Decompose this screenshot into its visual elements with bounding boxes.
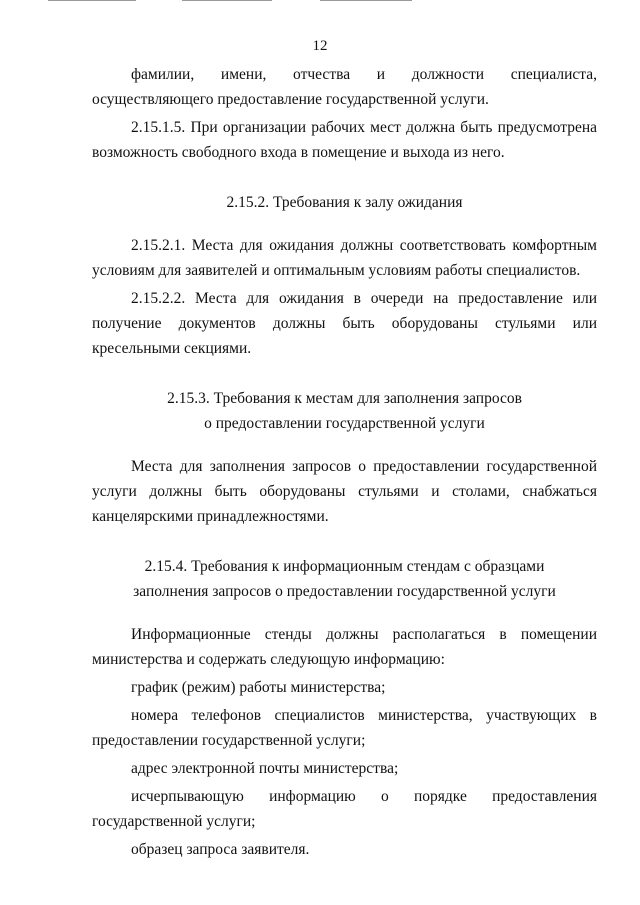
- paragraph-2-15-1-5: 2.15.1.5. При организации рабочих мест должна быть предусмотрена возможность свободного входа в помещение и выхода из него.: [92, 119, 597, 161]
- page-number: 12: [312, 38, 328, 54]
- paragraph-2-15-4-intro: Информационные стенды должны располагаться в помещении министерства и содержать следующую информацию:: [92, 626, 597, 668]
- list-item-schedule: график (режим) работы министерства;: [131, 679, 386, 696]
- paragraph-2-15-3: Места для заполнения запросов о предоставлении государственной услуги должны быть оборудованы стульями и столами, снабжаться канцелярскими принадлежностями.: [92, 458, 597, 525]
- header-rule-left: [48, 0, 136, 1]
- list-item-procedure: исчерпывающую информацию о порядке предоставления государственной услуги;: [92, 788, 597, 830]
- heading-2-15-2: 2.15.2. Требования к залу ожидания: [226, 194, 463, 211]
- list-item-phones: номера телефонов специалистов министерства, участвующих в предоставлении государственной услуги;: [92, 707, 597, 749]
- heading-2-15-3-line1: 2.15.3. Требования к местам для заполнения запросов: [167, 390, 522, 407]
- list-item-email: адрес электронной почты министерства;: [131, 760, 399, 777]
- paragraph-2-15-2-1: 2.15.2.1. Места для ожидания должны соответствовать комфортным условиям для заявителей и оптимальным условиям работы специалистов.: [92, 237, 597, 279]
- heading-2-15-3-line2: о предоставлении государственной услуги: [204, 415, 485, 432]
- heading-2-15-4-line2: заполнения запросов о предоставлении государственной услуги: [133, 583, 556, 600]
- document-body: [92, 62, 597, 865]
- list-item-sample: образец запроса заявителя.: [131, 841, 310, 858]
- paragraph-continuation: фамилии, имени, отчества и должности специалиста, осуществляющего предоставление государственной услуги.: [92, 66, 597, 108]
- heading-2-15-4-line1: 2.15.4. Требования к информационным стендам с образцами: [144, 558, 545, 575]
- header-rule-middle: [182, 0, 272, 1]
- header-rule-right: [320, 0, 412, 1]
- paragraph-2-15-2-2: 2.15.2.2. Места для ожидания в очереди на предоставление или получение документов должны быть оборудованы стульями или кресельными секциями.: [92, 290, 597, 357]
